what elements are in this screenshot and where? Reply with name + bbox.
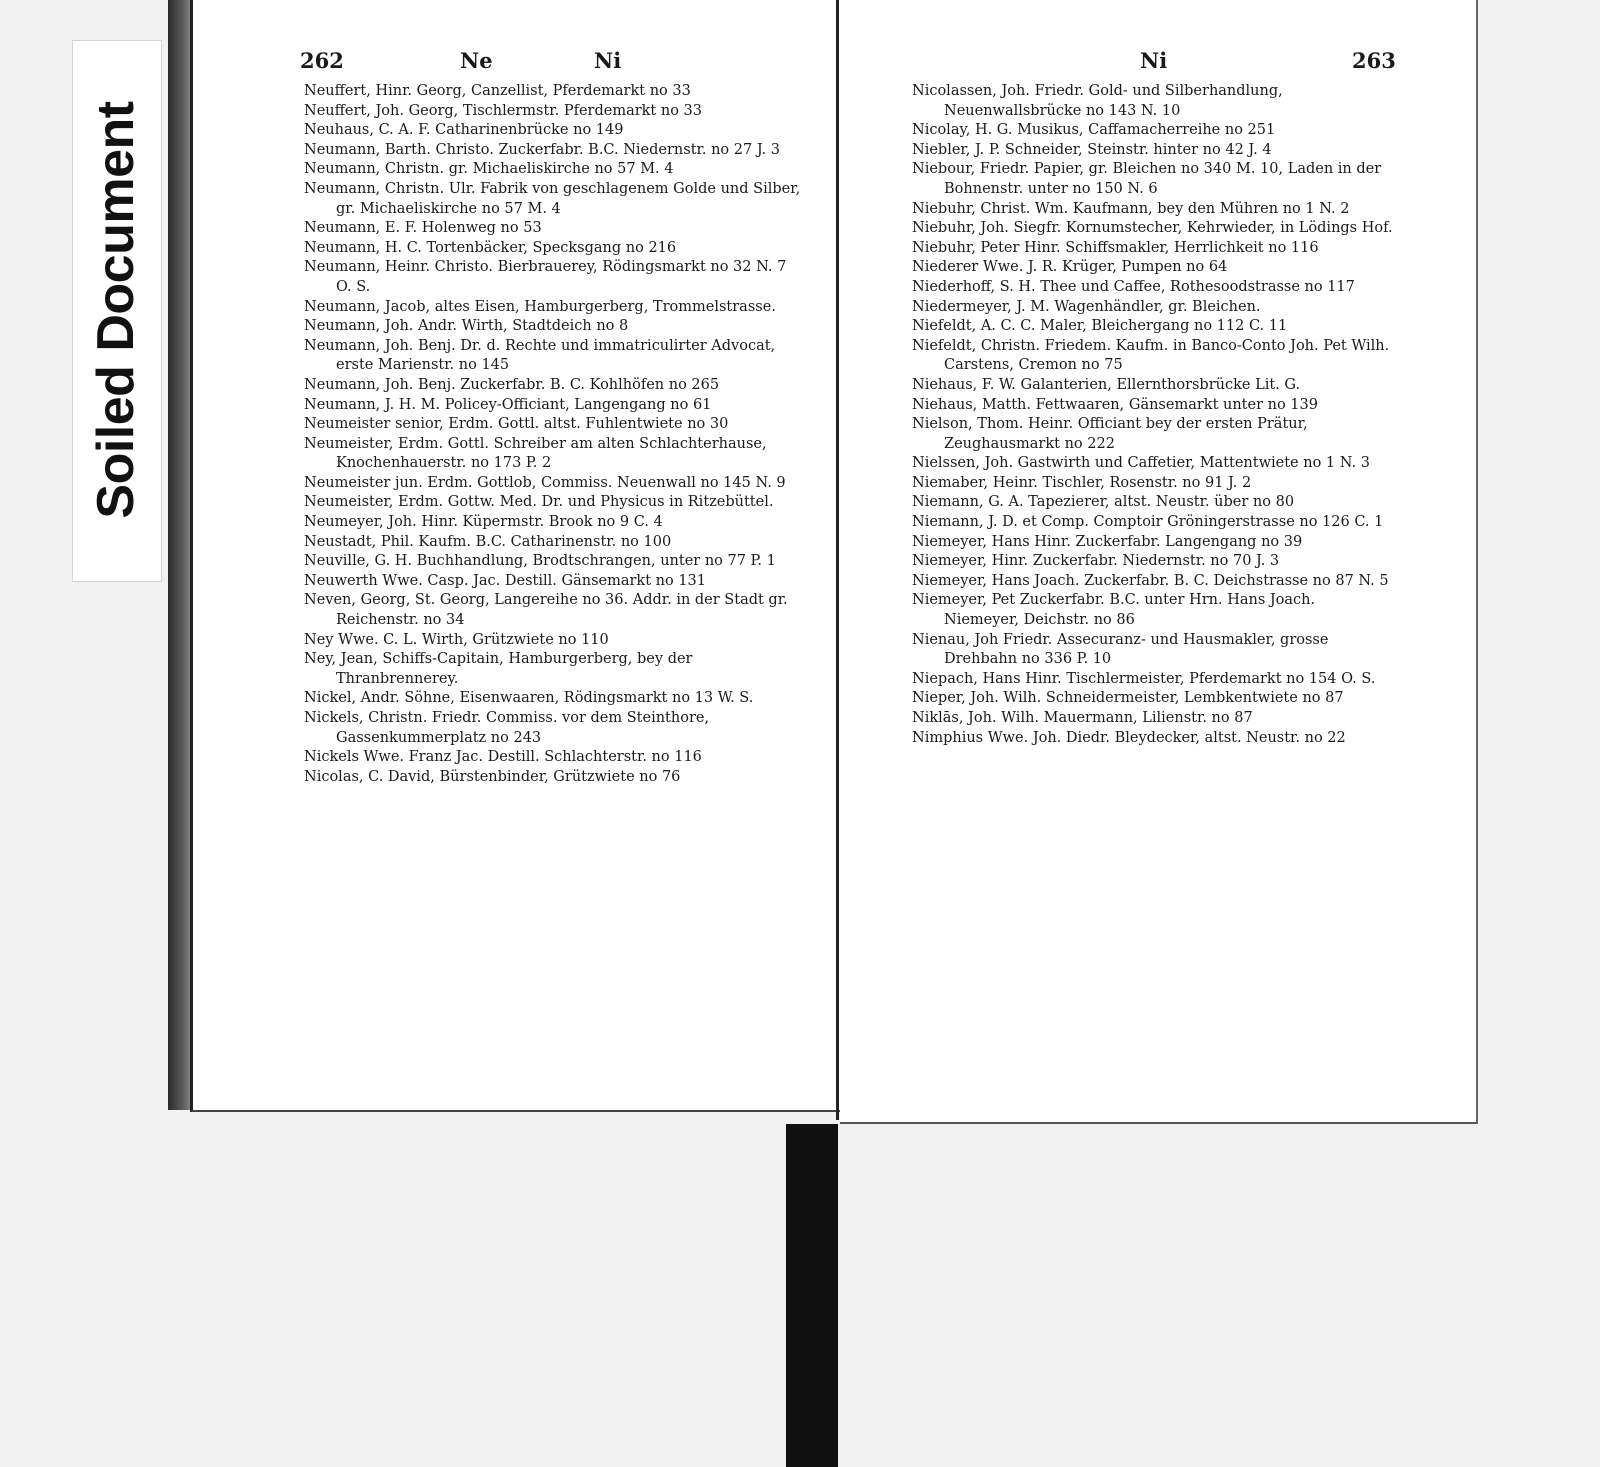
directory-entry: Niefeldt, A. C. C. Maler, Bleichergang no 112 C. 11 — [912, 318, 1288, 335]
directory-entry: Niebour, Friedr. Papier, gr. Bleichen no 340 M. 10, Laden in der Bohnenstr. unter no 150 N. 6 — [912, 161, 1382, 197]
directory-entry: Ney, Jean, Schiffs-Capitain, Hamburgerberg, bey der Thranbrennerey. — [304, 651, 693, 687]
soiled-document-label: Soiled Document — [87, 101, 145, 519]
directory-entry: Ney Wwe. C. L. Wirth, Grützwiete no 110 — [304, 631, 609, 648]
directory-entry: Neumann, Heinr. Christo. Bierbrauerey, Rödingsmarkt no 32 N. 7 O. S. — [304, 259, 787, 295]
directory-entry: Niemeyer, Hans Hinr. Zuckerfabr. Langengang no 39 — [912, 533, 1303, 550]
directory-entry: Nickels, Christn. Friedr. Commiss. vor dem Steinthore, Gassenkummerplatz no 243 — [304, 710, 710, 746]
directory-entry: Neustadt, Phil. Kaufm. B.C. Catharinenstr. no 100 — [304, 533, 672, 550]
left-page-number: 262 — [300, 48, 344, 73]
directory-entry: Neumann, H. C. Tortenbäcker, Specksgang no 216 — [304, 239, 677, 256]
directory-entry: Niebuhr, Peter Hinr. Schiffsmakler, Herrlichkeit no 116 — [912, 239, 1319, 256]
directory-entry: Neuffert, Hinr. Georg, Canzellist, Pferdemarkt no 33 — [304, 83, 691, 99]
directory-entry: Nielson, Thom. Heinr. Officiant bey der ersten Prätur, Zeughausmarkt no 222 — [912, 416, 1308, 452]
directory-entry: Neuville, G. H. Buchhandlung, Brodtschrangen, unter no 77 P. 1 — [304, 553, 776, 570]
directory-entry: Nicolay, H. G. Musikus, Caffamacherreihe no 251 — [912, 122, 1276, 139]
directory-entry: Niemeyer, Pet Zuckerfabr. B.C. unter Hrn. Hans Joach. Niemeyer, Deichstr. no 86 — [912, 592, 1316, 629]
left-page-header — [300, 48, 820, 78]
directory-entry: Niklās, Joh. Wilh. Mauermann, Lilienstr. no 87 — [912, 710, 1253, 726]
left-page-head-a: Ne — [460, 48, 493, 73]
directory-entry: Niemann, G. A. Tapezierer, altst. Neustr. über no 80 — [912, 494, 1295, 511]
directory-entry: Niemeyer, Hans Joach. Zuckerfabr. B. C. Deichstrasse no 87 N. 5 — [912, 572, 1389, 589]
directory-entry: Neumann, Joh. Benj. Zuckerfabr. B. C. Kohlhöfen no 265 — [304, 376, 720, 393]
directory-entry: Neumann, Jacob, altes Eisen, Hamburgerberg, Trommelstrasse. — [304, 298, 776, 315]
directory-entry: Niemaber, Heinr. Tischler, Rosenstr. no 91 J. 2 — [912, 474, 1252, 491]
directory-entry: Neumeister senior, Erdm. Gottl. altst. Fuhlentwiete no 30 — [304, 416, 729, 433]
directory-entry: Neumann, Joh. Benj. Dr. d. Rechte und immatriculirter Advocat, erste Marienstr. no 145 — [304, 337, 776, 374]
directory-entry: Neuffert, Joh. Georg, Tischlermstr. Pferdemarkt no 33 — [304, 102, 702, 119]
directory-entry: Nickel, Andr. Söhne, Eisenwaaren, Rödingsmarkt no 13 W. S. — [304, 690, 754, 707]
directory-entry: Nicolassen, Joh. Friedr. Gold- und Silberhandlung, Neuenwallsbrücke no 143 N. 10 — [912, 83, 1283, 119]
directory-entry: Nimphius Wwe. Joh. Diedr. Bleydecker, altst. Neustr. no 22 — [912, 729, 1346, 746]
right-page-head-a: Ni — [1140, 48, 1168, 73]
directory-entry: Niederhoff, S. H. Thee und Caffee, Rothesoodstrasse no 117 — [912, 278, 1355, 295]
directory-entry: Nienau, Joh Friedr. Assecuranz- und Hausmakler, grosse Drehbahn no 336 P. 10 — [912, 631, 1329, 668]
directory-entry: Niebuhr, Joh. Siegfr. Kornumstecher, Kehrwieder, in Lödings Hof. — [912, 220, 1393, 237]
directory-entry: Neumann, Christn. Ulr. Fabrik von geschlagenem Golde und Silber, gr. Michaeliskirche no 57 M. 4 — [304, 180, 801, 217]
directory-entry: Neumann, E. F. Holenweg no 53 — [304, 220, 542, 237]
directory-entry: Niedermeyer, J. M. Wagenhändler, gr. Bleichen. — [912, 298, 1261, 315]
directory-entry: Niehaus, Matth. Fettwaaren, Gänsemarkt unter no 139 — [912, 396, 1318, 413]
directory-entry: Neumann, Joh. Andr. Wirth, Stadtdeich no 8 — [304, 318, 629, 335]
directory-entry: Neuwerth Wwe. Casp. Jac. Destill. Gänsemarkt no 131 — [304, 572, 706, 589]
right-page-number: 263 — [1352, 48, 1396, 73]
right-entry-list — [912, 82, 1394, 748]
directory-entry: Neven, Georg, St. Georg, Langereihe no 36. Addr. in der Stadt gr. Reichenstr. no 34 — [304, 592, 788, 629]
directory-entry: Neumann, J. H. M. Policey-Officiant, Langengang no 61 — [304, 396, 712, 413]
directory-entry: Neumeister jun. Erdm. Gottlob, Commiss. Neuenwall no 145 N. 9 — [304, 474, 786, 491]
directory-entry: Niebuhr, Christ. Wm. Kaufmann, bey den Mühren no 1 N. 2 — [912, 200, 1350, 217]
directory-entry: Niemann, J. D. et Comp. Comptoir Gröningerstrasse no 126 C. 1 — [912, 514, 1384, 531]
directory-entry: Neumann, Barth. Christo. Zuckerfabr. B.C. Niedernstr. no 27 J. 3 — [304, 141, 780, 158]
right-page-header — [900, 48, 1400, 78]
book-edge-shadow — [168, 0, 192, 1110]
directory-entry: Niebler, J. P. Schneider, Steinstr. hinter no 42 J. 4 — [912, 141, 1272, 158]
directory-entry: Niepach, Hans Hinr. Tischlermeister, Pferdemarkt no 154 O. S. — [912, 670, 1376, 687]
directory-entry: Nicolas, C. David, Bürstenbinder, Grützwiete no 76 — [304, 768, 681, 785]
left-entry-list — [304, 82, 804, 787]
book-gutter — [836, 0, 839, 1120]
bookmark-ribbon — [786, 1124, 838, 1467]
directory-entry: Neumeister, Erdm. Gottl. Schreiber am alten Schlachterhause, Knochenhauerstr. no 173 P. 2 — [304, 435, 767, 472]
directory-entry: Neuhaus, C. A. F. Catharinenbrücke no 149 — [304, 122, 624, 139]
directory-entry: Neumeister, Erdm. Gottw. Med. Dr. und Physicus in Ritzebüttel. — [304, 494, 774, 511]
left-page-head-b: Ni — [594, 48, 622, 73]
directory-entry: Nickels Wwe. Franz Jac. Destill. Schlachterstr. no 116 — [304, 749, 702, 766]
directory-entry: Neumann, Christn. gr. Michaeliskirche no 57 M. 4 — [304, 161, 674, 178]
directory-entry: Neumeyer, Joh. Hinr. Küpermstr. Brook no 9 C. 4 — [304, 514, 663, 531]
directory-entry: Niemeyer, Hinr. Zuckerfabr. Niedernstr. no 70 J. 3 — [912, 553, 1280, 570]
directory-entry: Nieper, Joh. Wilh. Schneidermeister, Lembkentwiete no 87 — [912, 690, 1344, 707]
directory-entry: Niederer Wwe. J. R. Krüger, Pumpen no 64 — [912, 259, 1228, 276]
directory-entry: Niefeldt, Christn. Friedem. Kaufm. in Banco-Conto Joh. Pet Wilh. Carstens, Cremon no 75 — [912, 337, 1390, 374]
directory-entry: Nielssen, Joh. Gastwirth und Caffetier, Mattentwiete no 1 N. 3 — [912, 455, 1370, 472]
directory-entry: Niehaus, F. W. Galanterien, Ellernthorsbrücke Lit. G. — [912, 376, 1301, 393]
